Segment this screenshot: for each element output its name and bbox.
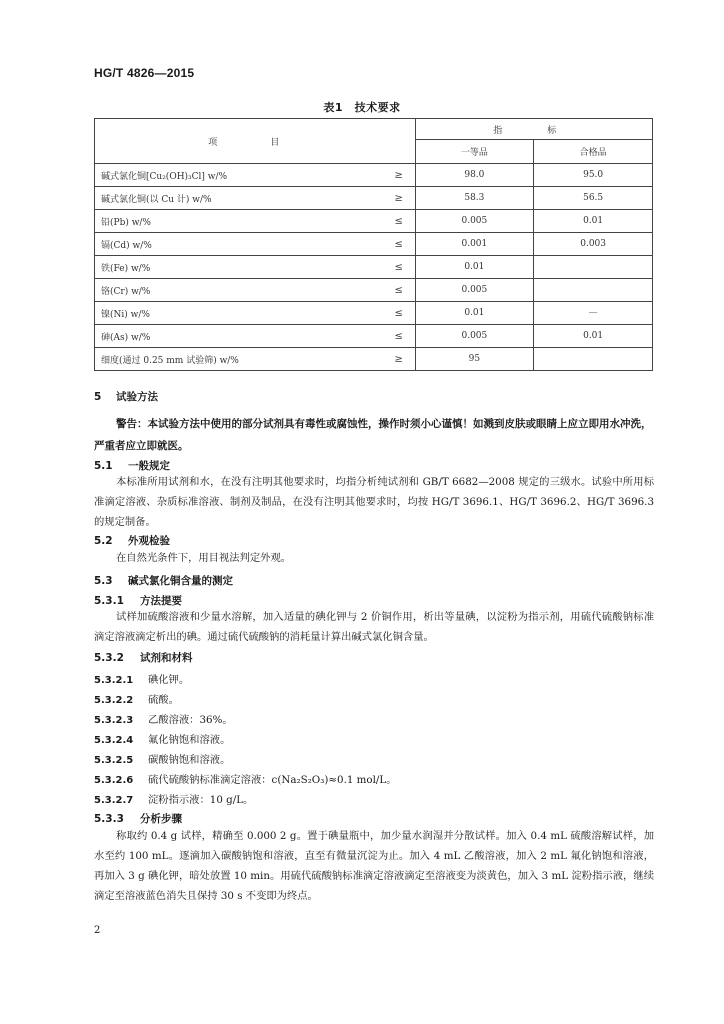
section-number: 5.1	[94, 460, 113, 472]
section-title: 分析步骤	[140, 813, 182, 825]
page-number: 2	[94, 925, 101, 936]
section-number: 5.3.3	[94, 813, 124, 825]
row-operator: ≥	[383, 348, 415, 371]
reagent-text: 硫代硫酸钠标准滴定溶液：c(Na₂S₂O₃)≈0.1 mol/L。	[148, 774, 397, 786]
row-qualified-value	[534, 348, 653, 371]
reagent-text: 淀粉指示液：10 g/L。	[148, 794, 254, 806]
paragraph-5-2: 在自然光条件下，用目视法判定外观。	[116, 552, 292, 564]
row-operator: ≤	[383, 302, 415, 325]
row-qualified-value: 0.01	[534, 325, 653, 348]
reagent-item	[94, 751, 654, 766]
row-first-grade-value: 0.01	[415, 302, 534, 325]
row-first-grade-value: 0.005	[415, 325, 534, 348]
section-5-3-1-heading	[94, 593, 182, 608]
row-item-name: 镍(Ni) w/%	[95, 302, 383, 325]
row-qualified-value: —	[534, 302, 653, 325]
row-item-name: 碱式氯化铜[Cu₂(OH)₃Cl] w/%	[95, 164, 383, 187]
table-row	[95, 233, 653, 256]
table-row	[95, 164, 653, 187]
table-row	[95, 256, 653, 279]
row-first-grade-value: 0.005	[415, 279, 534, 302]
row-first-grade-value: 58.3	[415, 187, 534, 210]
reagent-number: 5.3.2.1	[94, 675, 134, 686]
section-title: 方法提要	[140, 595, 182, 607]
table-row	[95, 325, 653, 348]
section-number: 5.3	[94, 575, 113, 587]
row-qualified-value	[534, 256, 653, 279]
reagent-number: 5.3.2.6	[94, 775, 134, 786]
row-item-name: 砷(As) w/%	[95, 325, 383, 348]
reagent-item	[94, 771, 654, 786]
row-qualified-value: 56.5	[534, 187, 653, 210]
reagent-number: 5.3.2.5	[94, 755, 134, 766]
row-operator: ≥	[383, 187, 415, 210]
reagent-item	[94, 691, 654, 706]
section-number: 5	[94, 391, 102, 403]
section-title: 外观检验	[128, 535, 170, 547]
reagent-item	[94, 791, 654, 806]
section-title: 试剂和材料	[140, 652, 193, 664]
row-item-name: 碱式氯化铜(以 Cu 计) w/%	[95, 187, 383, 210]
paragraph-5-1: 本标准所用试剂和水，在没有注明其他要求时，均指分析纯试剂和 GB/T 6682—2008 规定的三级水。试验中所用标准滴定溶液、杂质标准溶液、制剂及制品，在没有注明其他要求时，均按 HG/T 3696.1、HG/T 3696.2、HG/T 3696.3 的规定制备。	[94, 476, 654, 528]
col-index-header: 指 标	[415, 119, 653, 140]
row-operator: ≤	[383, 210, 415, 233]
table-row	[95, 187, 653, 210]
reagent-item	[94, 671, 654, 686]
section-5-3-heading	[94, 573, 233, 588]
section-title: 一般规定	[128, 460, 170, 472]
row-first-grade-value: 95	[415, 348, 534, 371]
row-operator: ≤	[383, 279, 415, 302]
section-number: 5.2	[94, 535, 113, 547]
row-operator: ≥	[383, 164, 415, 187]
reagent-item	[94, 711, 654, 726]
section-5-3-2-heading	[94, 650, 193, 665]
section-5-3-3-heading	[94, 811, 182, 826]
row-item-name: 铁(Fe) w/%	[95, 256, 383, 279]
row-qualified-value: 0.003	[534, 233, 653, 256]
row-item-name: 细度(通过 0.25 mm 试验筛) w/%	[95, 348, 383, 371]
section-title: 碱式氯化铜含量的测定	[128, 575, 233, 587]
row-operator: ≤	[383, 325, 415, 348]
section-title: 试验方法	[116, 391, 158, 403]
col-qualified-header: 合格品	[534, 140, 653, 164]
section-number: 5.3.2	[94, 652, 124, 664]
col-item-header: 项 目	[95, 119, 416, 164]
section-5-heading	[94, 389, 158, 404]
row-qualified-value	[534, 279, 653, 302]
standard-code: HG/T 4826—2015	[94, 66, 195, 80]
reagent-text: 氟化钠饱和溶液。	[148, 734, 231, 746]
section-5-1-heading	[94, 458, 170, 473]
table-row	[95, 348, 653, 371]
reagent-number: 5.3.2.7	[94, 795, 134, 806]
reagent-text: 碳酸钠饱和溶液。	[148, 754, 231, 766]
warning-notice: 警告：本试验方法中使用的部分试剂具有毒性或腐蚀性，操作时须小心谨慎！如溅到皮肤或眼睛上应立即用水冲洗，严重者应立即就医。	[94, 418, 652, 452]
row-qualified-value: 95.0	[534, 164, 653, 187]
row-operator: ≤	[383, 256, 415, 279]
paragraph-5-3-3: 称取约 0.4 g 试样，精确至 0.000 2 g。置于碘量瓶中，加少量水润湿并分散试样。加入 0.4 mL 硫酸溶解试样，加水至约 100 mL。逐滴加入碳酸钠饱和溶液，直至有微量沉淀为止。加入 4 mL 乙酸溶液，加入 2 mL 氟化钠饱和溶液，再加入 3 g 碘化钾，暗处放置 10 min。用硫代硫酸钠标准滴定溶液滴定至溶液变为淡黄色，加入 3 mL 淀粉指示液，继续滴定至溶液蓝色消失且保持 30 s 不变即为终点。	[94, 830, 654, 902]
row-first-grade-value: 0.005	[415, 210, 534, 233]
table-row	[95, 302, 653, 325]
row-item-name: 铬(Cr) w/%	[95, 279, 383, 302]
row-operator: ≤	[383, 233, 415, 256]
row-qualified-value: 0.01	[534, 210, 653, 233]
reagent-text: 乙酸溶液：36%。	[148, 714, 233, 726]
section-5-2-heading	[94, 533, 170, 548]
row-first-grade-value: 98.0	[415, 164, 534, 187]
table-row	[95, 279, 653, 302]
reagent-number: 5.3.2.4	[94, 735, 134, 746]
reagent-text: 硫酸。	[148, 694, 179, 706]
reagent-number: 5.3.2.3	[94, 715, 134, 726]
paragraph-5-3-1: 试样加硫酸溶液和少量水溶解，加入适量的碘化钾与 2 价铜作用，析出等量碘，以淀粉为指示剂，用硫代硫酸钠标准滴定溶液滴定析出的碘。通过硫代硫酸钠的消耗量计算出碱式氯化铜含量。	[94, 611, 654, 643]
row-item-name: 铅(Pb) w/%	[95, 210, 383, 233]
row-item-name: 镉(Cd) w/%	[95, 233, 383, 256]
section-number: 5.3.1	[94, 595, 124, 607]
table-row	[95, 210, 653, 233]
reagent-text: 碘化钾。	[148, 674, 190, 686]
reagent-item	[94, 731, 654, 746]
row-first-grade-value: 0.01	[415, 256, 534, 279]
row-first-grade-value: 0.001	[415, 233, 534, 256]
col-first-grade-header: 一等品	[415, 140, 534, 164]
table-title: 表1 技术要求	[323, 101, 401, 114]
reagent-number: 5.3.2.2	[94, 695, 134, 706]
technical-requirements-table	[94, 118, 653, 371]
